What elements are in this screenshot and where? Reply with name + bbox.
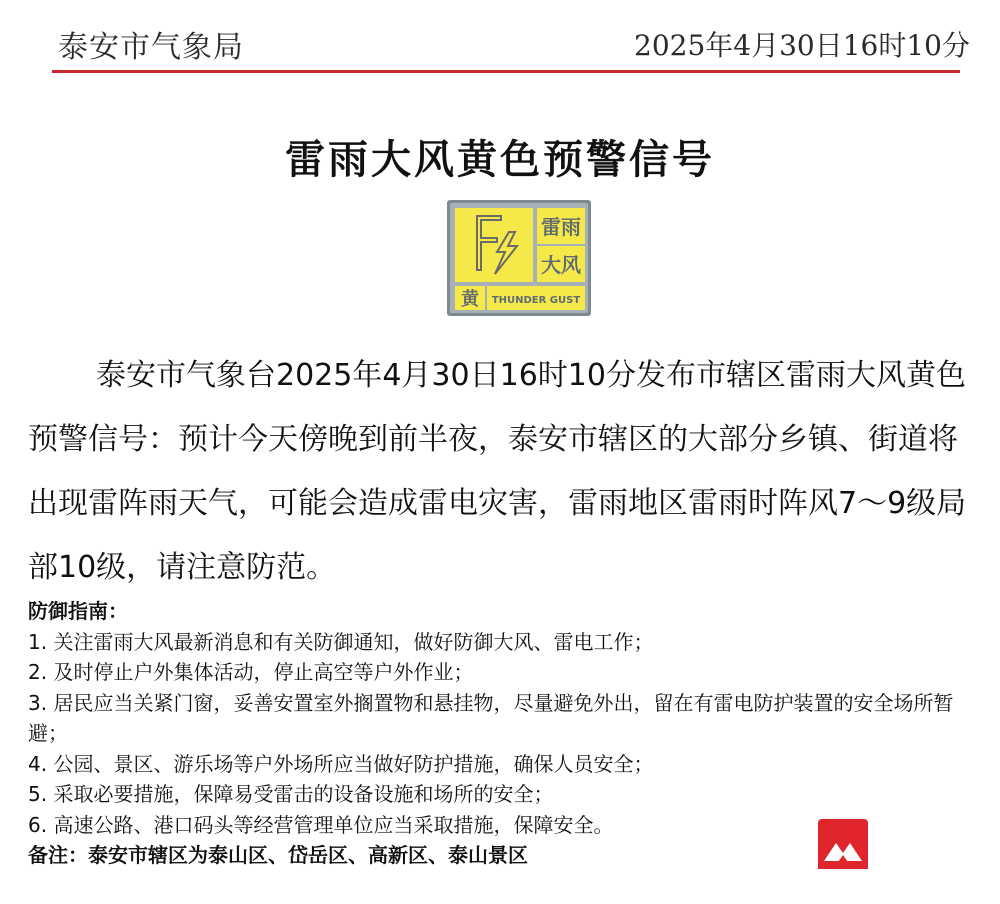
guide-heading: 防御指南：: [28, 599, 128, 623]
header-agency: 泰安市气象局: [58, 30, 244, 65]
warning-signal-icon: [447, 200, 591, 316]
guide-item-6: 6. 高速公路、港口码头等经营管理单位应当采取措施，保障安全。: [28, 812, 614, 837]
page-title: 雷雨大风黄色预警信号: [285, 136, 715, 183]
header-datetime: 2025年4月30日16时10分: [634, 29, 970, 62]
guide-item-1: 1. 关注雷雨大风最新消息和有关防御通知，做好防御大风、雷电工作；: [28, 629, 654, 654]
guide-item-4: 4. 公园、景区、游乐场等户外场所应当做好防护措施，确保人员安全；: [28, 751, 654, 776]
note-label: 备注：: [28, 843, 88, 867]
note-text: 泰安市辖区为泰山区、岱岳区、高新区、泰山景区: [88, 843, 528, 867]
header-divider: [52, 70, 960, 73]
signal-bottom-text: 大风: [541, 253, 581, 277]
signal-top-text: 雷雨: [541, 215, 581, 239]
warning-body: 泰安市气象台2025年4月30日16时10分发布市辖区雷雨大风黄色预警信号：预计今天傍晚到前半夜，泰安市辖区的大部分乡镇、街道将出现雷阵雨天气，可能会造成雷电灾害，雷雨地区雷雨时阵风7～9级局部10级，请注意防范。: [28, 358, 967, 585]
guide-item-3: 3. 居民应当关紧门窗，妥善安置室外搁置物和悬挂物，尽量避免外出，留在有雷电防护装置的安全场所暂避；: [28, 690, 954, 745]
brand-logo-icon: [818, 819, 868, 869]
signal-level-char: 黄: [461, 289, 479, 310]
signal-english: THUNDER GUST: [491, 295, 581, 306]
guide-item-2: 2. 及时停止户外集体活动，停止高空等户外作业；: [28, 660, 474, 684]
guide-item-5: 5. 采取必要措施，保障易受雷击的设备设施和场所的安全；: [28, 782, 554, 806]
